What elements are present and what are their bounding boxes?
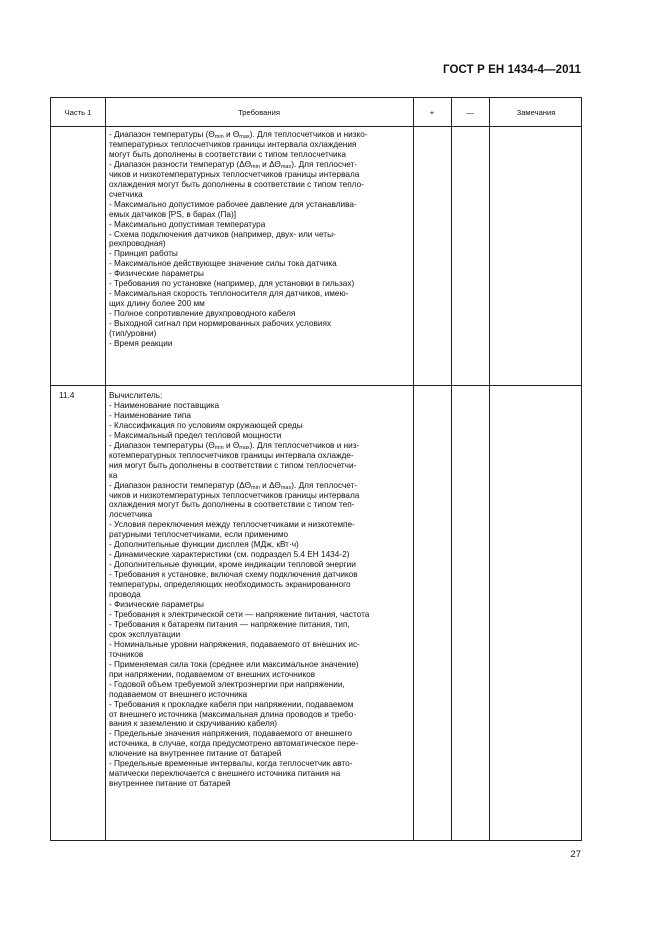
requirement-line: подаваемом от внешнего источника — [109, 689, 248, 699]
requirement-line: - Дополнительные функции дисплея (МДж, кВт·ч) — [109, 540, 299, 550]
requirement-heading: Вычислитель: — [109, 391, 163, 400]
requirement-line: емых датчиков [PS, в барах (Па)] — [109, 209, 237, 219]
header-divider — [51, 126, 581, 127]
requirement-line: источника, в случае, когда предусмотрено автоматическое пере- — [109, 739, 359, 749]
requirement-line: - Требования к прокладке кабеля при напряжении, подаваемом — [109, 699, 354, 709]
table-row-continuation — [109, 130, 410, 349]
requirement-line: ния могут быть дополнены в соответствии с типом теплосчетчи- — [109, 460, 357, 470]
requirement-line: - Диапазон разности температур ($\Delta\Theta_{min}$ и $\Delta\Theta_{max}$). Для теплосчет- — [109, 480, 358, 491]
requirement-line: щих длину более 200 мм — [109, 299, 205, 309]
requirement-line: - Дополнительные функции, кроме индикации тепловой энергии — [109, 560, 356, 570]
requirement-line: - Наименование типа — [109, 410, 191, 420]
requirement-line: - Требования к батареям питания — напряжение питания, тип, — [109, 619, 350, 629]
requirement-line: чиков и низкотемпературных теплосчетчиков границы интервала — [109, 490, 360, 500]
requirement-line: рехпроводная) — [109, 239, 166, 249]
requirement-line: - Требования по установке (например, для установки в гильзах) — [109, 279, 355, 289]
requirement-line: при напряжении, подаваемом от внешних источников — [109, 669, 316, 679]
requirement-line: - Максимальная скорость теплоносителя для датчиков, имею- — [109, 289, 349, 299]
requirement-line: - Номинальные уровни напряжения, подаваемого от внешних ис- — [109, 639, 360, 649]
requirement-line: охлаждения могут быть дополнены в соответствии с типом теп- — [109, 500, 355, 510]
requirement-line: - Диапазон разности температур ($\Delta\Theta_{min}$ и $\Delta\Theta_{max}$). Для теплосчет- — [109, 159, 358, 170]
requirement-line: - Физические параметры — [109, 269, 204, 279]
table-row-calculator — [109, 391, 410, 789]
column-header-remarks: Замечания — [516, 107, 556, 117]
requirement-line: ключение на внутреннее питание от батарей — [109, 749, 282, 759]
requirement-line: - Принцип работы — [109, 249, 178, 259]
column-divider — [451, 98, 452, 840]
requirement-line: точников — [109, 649, 144, 659]
requirement-line: - Наименование поставщика — [109, 400, 220, 410]
requirement-line: - Максимальный предел тепловой мощности — [109, 430, 282, 440]
row-divider — [51, 385, 581, 386]
requirement-line: вания к заземлению и скручиванию кабеля) — [109, 719, 278, 729]
requirement-line: матически переключается с внешнего источника питания на — [109, 769, 341, 779]
requirement-line: - Классификация по условиям окружающей среды — [109, 420, 303, 430]
requirement-line: - Выходной сигнал при нормированных рабочих условиях — [109, 319, 332, 329]
column-divider — [105, 98, 106, 840]
requirement-line: - Время реакции — [109, 339, 173, 349]
requirements-table — [50, 97, 582, 841]
requirement-line: температурных теплосчетчиков границы интервала охлаждения — [109, 139, 357, 149]
document-id: ГОСТ Р ЕН 1434-4—2011 — [443, 64, 581, 76]
requirement-line: (тип/уровни) — [109, 329, 157, 339]
requirement-line: - Предельные значения напряжения, подаваемого от внешнего — [109, 729, 352, 739]
requirement-line: - Требования к установке, включая схему подключения датчиков — [109, 570, 358, 580]
requirement-line: - Применяемая сила тока (среднее или максимальное значение) — [109, 659, 359, 669]
requirement-line: - Схема подключения датчиков (например, двух- или четы- — [109, 229, 336, 239]
requirement-line: срок эксплуатации — [109, 629, 181, 639]
column-header-plus: + — [429, 107, 435, 117]
requirement-line: внутреннее питание от батарей — [109, 779, 231, 789]
requirement-line: ратурными теплосчетчиками, если применимо — [109, 530, 289, 540]
column-divider — [489, 98, 490, 840]
requirement-line: - Годовой объем требуемой электроэнергии при напряжении, — [109, 679, 345, 689]
requirement-line: провода — [109, 590, 141, 600]
requirement-line: счетчика — [109, 189, 143, 199]
column-divider — [413, 98, 414, 840]
requirement-line: - Максимальное действующее значение силы тока датчика — [109, 259, 337, 269]
column-header-minus: — — [466, 107, 474, 117]
column-header-requirements: Требования — [238, 107, 280, 117]
page-number: 27 — [570, 849, 581, 860]
requirement-line: от внешнего источника (максимальная длина проводов и требо- — [109, 709, 357, 719]
requirement-line: могут быть дополнены в соответствии с типом теплосчетчика — [109, 149, 347, 159]
requirement-line: ка — [109, 470, 118, 480]
requirement-line: - Максимально допустимая температура — [109, 219, 266, 229]
requirement-line: - Условия переключения между теплосчетчиками и низкотемпе- — [109, 520, 355, 530]
requirement-line: охлаждения могут быть дополнены в соответствии с типом тепло- — [109, 179, 364, 189]
requirement-line: - Диапазон температуры ($\Theta_{min}$ и $\Theta_{max}$). Для теплосчетчиков и низ- — [109, 440, 360, 451]
requirement-line: - Предельные временные интервалы, когда теплосчетчик авто- — [109, 759, 353, 769]
requirement-line: чиков и низкотемпературных теплосчетчиков границы интервала — [109, 169, 360, 179]
requirement-line: температуры, определяющих необходимость экранированного — [109, 580, 351, 590]
requirement-line: - Максимально допустимое рабочее давление для устанавлива- — [109, 199, 357, 209]
requirement-line: - Требования к электрической сети — напряжение питания, частота — [109, 609, 370, 619]
requirement-line: - Физические параметры — [109, 600, 204, 610]
requirement-line: - Динамические характеристики (см. подраздел 5.4 ЕН 1434-2) — [109, 550, 350, 560]
column-header-part: Часть 1 — [64, 107, 92, 117]
requirement-line: - Полное сопротивление двухпроводного кабеля — [109, 309, 296, 319]
requirement-line: - Диапазон температуры ($\Theta_{min}$ и $\Theta_{max}$). Для теплосчетчиков и низко- — [109, 130, 368, 140]
requirement-line: котемпературных теплосчетчиков границы интервала охлажде- — [109, 450, 354, 460]
requirement-line: лосчетчика — [109, 510, 153, 520]
section-number: 11.4 — [59, 391, 75, 400]
